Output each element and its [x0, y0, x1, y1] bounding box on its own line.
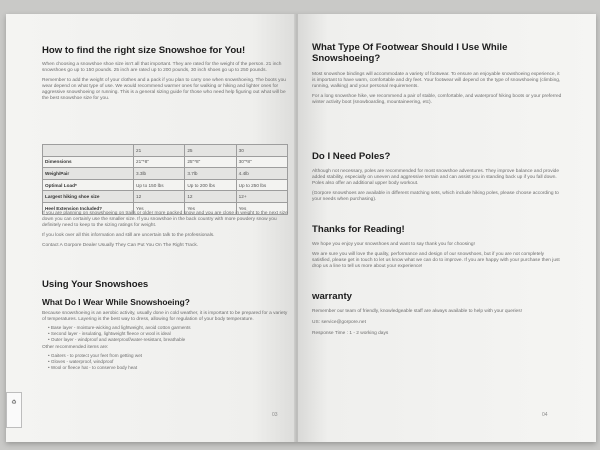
- table-cell: 12+: [236, 191, 287, 203]
- footwear-body: [312, 72, 562, 110]
- list-item: • Gaiters - to protect your feet from getting wet: [48, 353, 288, 359]
- footwear-title: What Type Of Footwear Should I Use While Snowshoeing?: [312, 42, 508, 64]
- footwear-paragraph-2: For a long snowshoe hike, we recommend a pair of stable, comfortable, and waterproof hiking boots or your preferred winter activity boot (snowboarding, mountaineering, etc).: [312, 93, 562, 105]
- table-row: [43, 156, 288, 168]
- table-cell: 30"*8": [236, 156, 287, 168]
- table-cell: 25: [185, 145, 236, 157]
- table-cell: 12: [134, 191, 185, 203]
- warranty-body: [312, 309, 562, 341]
- page-number-right: 04: [542, 412, 548, 418]
- layer-list: [42, 325, 288, 343]
- right-page: [298, 14, 596, 442]
- list-item: • Second layer - insulating, lightweight fleece or wool is ideal: [48, 331, 288, 337]
- table-cell: Up to 200 lbs: [185, 179, 236, 191]
- table-cell: Yes: [134, 202, 185, 214]
- list-item: • Outer layer - windproof and waterproof/water-resistant, breathable: [48, 337, 288, 343]
- sizing-intro: [42, 62, 288, 105]
- warranty-title: warranty: [312, 291, 352, 302]
- other-items-label: Other recommended items are:: [42, 344, 109, 350]
- table-row-label: Dimensions: [43, 156, 134, 168]
- thanks-title: Thanks for Reading!: [312, 224, 405, 235]
- size-table: [42, 144, 288, 215]
- thanks-paragraph-2: We are sure you will love the quality, performance and design of our snowshoes, but if you are not completely satisfied, please get in touch to let us know what we can do to improve. If you are happy with your purchase then just drop us a line to tell us more about your experience!: [312, 251, 560, 269]
- using-snowshoes-title: Using Your Snowshoes: [42, 279, 149, 290]
- sizing-advice-paragraph-2: If you look over all this information and still are uncertain talk to the professionals.: [42, 232, 215, 238]
- footwear-paragraph-1: Most snowshoe bindings will accommodate a variety of footwear. To ensure an enjoyable snowshoeing experience, it is important to have warm, comfortable and dry feet. Your footwear will depend on the type of snowshoeing (climbing, running, walking) and your personal requirements.: [312, 72, 561, 89]
- poles-paragraph-1: Although not necessary, poles are recommended for most snowshoe adventures. They improve balance and provide added stability, especially on uneven and aggressive terrain and can assist you in standing back up if you fall down. Poles also offer an additional upper body workout.: [312, 169, 560, 186]
- table-cell: Yes: [185, 202, 236, 214]
- table-row: [43, 179, 288, 191]
- support-email: US: service@gorpore.net: [312, 319, 366, 325]
- sizing-advice: [42, 211, 288, 253]
- recycle-icon: ♻: [11, 400, 17, 406]
- poles-paragraph-2: (Gorpore snowshoes are available in different matching sets, which include hiking poles, please choose according to your needs when purchasing).: [312, 190, 559, 202]
- dealer-contact-line: Contact A Gorpore Dealer Usually They Can Put You On The Right Track.: [42, 242, 199, 248]
- table-cell: Up to 250 lbs: [236, 179, 287, 191]
- warranty-paragraph: Remember our team of friendly, knowledgeable staff are always available to help with your queries!: [312, 309, 522, 314]
- table-cell: 21: [134, 145, 185, 157]
- poles-body: [312, 169, 562, 207]
- table-row-label: Heel Extension Included?: [43, 202, 134, 214]
- table-header-row: [43, 145, 288, 157]
- table-cell: 30: [236, 145, 287, 157]
- what-to-wear-body: [42, 311, 288, 371]
- table-cell: Yes: [236, 202, 287, 214]
- thanks-paragraph-1: We hope you enjoy your snowshoes and want to say thank you for choosing!: [312, 242, 475, 247]
- table-cell: [43, 145, 134, 157]
- table-cell: Up to 150 lbs: [134, 179, 185, 191]
- table-cell: 25"*8": [185, 156, 236, 168]
- list-item: • Gloves - waterproof, windproof: [48, 359, 288, 365]
- table-row: [43, 191, 288, 203]
- recycle-tag: [6, 392, 22, 428]
- table-cell: 3.3lb: [134, 168, 185, 180]
- other-items-list: [42, 353, 288, 371]
- list-item: • Base layer - moisture-wicking and lightweight, avoid cotton garments: [48, 325, 288, 331]
- table-row-label: Largest hiking shoe size: [43, 191, 134, 203]
- booklet: [6, 14, 596, 442]
- left-page: [6, 14, 296, 442]
- sizing-intro-paragraph-1: When choosing a snowshoe shoe size isn't all that important. They are rated for the weight of the person. 21 inch snowshoes go up to 150 pounds. 25 inch are rated up to 200 pounds, 30 inch shoes go up to 250 pounds.: [42, 62, 282, 73]
- sizing-intro-paragraph-2: Remember to add the weight of your clothes and a pack if you plan to carry one when snowshoeing. The boots you wear depend on what type of use. We would recommend warmer ones for walking or hiking and lighter ones for aggressive snowshoeing or running. This is a general sizing guide for those who need help figuring out what will be the best snowshoe size for you.: [42, 77, 286, 101]
- table-row-label: Weigh/Pair: [43, 168, 134, 180]
- what-to-wear-title: What Do I Wear While Snowshoeing?: [42, 297, 190, 307]
- sizing-title: How to find the right size Snowshoe for You!: [42, 45, 246, 56]
- response-time: Response Time : 1 - 2 working days: [312, 330, 389, 336]
- table-row-label: Optimal Load*: [43, 179, 134, 191]
- list-item: • Wool or fleece hat - to conserve body heat: [48, 365, 288, 371]
- what-to-wear-paragraph: Because snowshoeing is an aerobic activity, usually done in cold weather, it is important to be prepared for a variety of temperatures. Layering is the best way to dress, allowing for regulation of your body temperature.: [42, 311, 288, 322]
- table-cell: 12: [185, 191, 236, 203]
- thanks-body: [312, 242, 562, 274]
- sizing-advice-paragraph-1: If you are planning on snowshoeing on trails or older more packed snow and you are close in weight to the next size down you can certainly use the smaller size. If you snowshoe in the back country with more powdery snow you definitely need to keep to the sizing ratings for weight.: [42, 211, 288, 228]
- table-cell: 21"*8": [134, 156, 185, 168]
- table-cell: 3.7lb: [185, 168, 236, 180]
- table-row: [43, 168, 288, 180]
- table-cell: 4.4lb: [236, 168, 287, 180]
- poles-title: Do I Need Poles?: [312, 151, 391, 162]
- page-number-left: 03: [272, 412, 278, 418]
